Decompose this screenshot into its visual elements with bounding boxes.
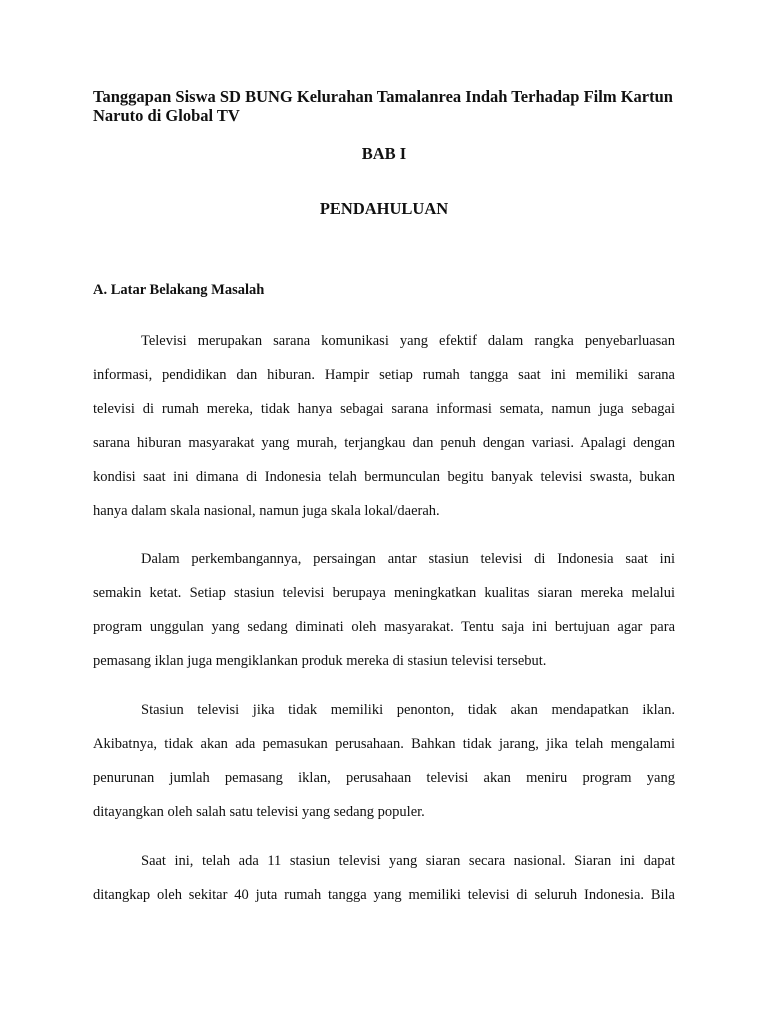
paragraph-line: semakin ketat. Setiap stasiun televisi berupaya meningkatkan kualitas siaran mereka melalui [93,585,675,601]
paragraph-line: Stasiun televisi jika tidak memiliki penonton, tidak akan mendapatkan iklan. [141,702,675,718]
paragraph-line: penurunan jumlah pemasang iklan, perusahaan televisi akan meniru program yang [93,770,675,786]
paragraph-line: ditangkap oleh sekitar 40 juta rumah tangga yang memiliki televisi di seluruh Indonesia. Bila [93,887,675,903]
paragraph-line: televisi di rumah mereka, tidak hanya sebagai sarana informasi semata, namun juga sebagai [93,401,675,417]
paragraph-line: kondisi saat ini dimana di Indonesia telah bermunculan begitu banyak televisi swasta, bukan [93,469,675,485]
paragraph-line: program unggulan yang sedang diminati oleh masyarakat. Tentu saja ini bertujuan agar para [93,619,675,635]
paragraph-line: Akibatnya, tidak akan ada pemasukan perusahaan. Bahkan tidak jarang, jika telah mengalami [93,736,675,752]
chapter-number: BAB I [361,144,407,163]
paragraph-line: ditayangkan oleh salah satu televisi yang sedang populer. [93,804,425,820]
paragraph-line: Saat ini, telah ada 11 stasiun televisi yang siaran secara nasional. Siaran ini dapat [141,853,675,869]
paragraph-line: hanya dalam skala nasional, namun juga skala lokal/daerah. [93,503,440,519]
paragraph-line: informasi, pendidikan dan hiburan. Hampir setiap rumah tangga saat ini memiliki sarana [93,367,675,383]
document-title: Tanggapan Siswa SD BUNG Kelurahan Tamalanrea Indah Terhadap Film Kartun Naruto di Global TV [93,87,673,125]
paragraph-line: Dalam perkembangannya, persaingan antar stasiun televisi di Indonesia saat ini [141,551,675,567]
paragraph-3 [93,700,675,836]
paragraph-4 [93,851,675,919]
paragraph-1 [93,331,675,535]
section-heading: A. Latar Belakang Masalah [93,282,265,298]
chapter-title: PENDAHULUAN [319,199,449,218]
paragraph-2 [93,549,675,685]
paragraph-line: Televisi merupakan sarana komunikasi yang efektif dalam rangka penyebarluasan [141,333,675,349]
paragraph-line: sarana hiburan masyarakat yang murah, terjangkau dan penuh dengan variasi. Apalagi dengan [93,435,675,451]
paragraph-line: pemasang iklan juga mengiklankan produk mereka di stasiun televisi tersebut. [93,653,547,669]
